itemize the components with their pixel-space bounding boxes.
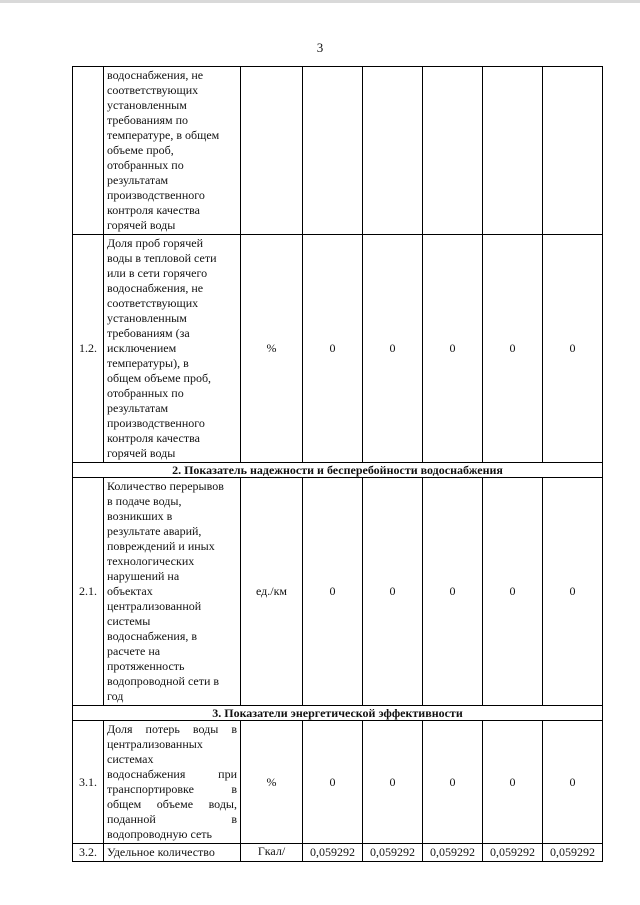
value-cell: 0 <box>543 721 603 844</box>
indicator-name-line: производственного <box>107 416 205 430</box>
indicator-name-line: воды в тепловой сети <box>107 251 217 265</box>
indicator-name-line: расчете на <box>107 644 161 658</box>
indicator-name-line: температуры), в <box>107 356 189 370</box>
table-row <box>73 67 603 235</box>
value-cell: 0,059292 <box>303 844 363 862</box>
indicator-name-line: год <box>107 689 124 703</box>
section-row <box>73 706 603 721</box>
indicator-name-line: Доля потерь воды в <box>107 722 237 736</box>
unit-cell: % <box>241 721 303 844</box>
value-cell: 0,059292 <box>483 844 543 862</box>
indicator-name-line: повреждений и иных <box>107 539 215 553</box>
indicator-name-line: требованиям (за <box>107 326 190 340</box>
unit-cell <box>241 67 303 235</box>
indicator-name-line: Удельное количество <box>107 845 215 859</box>
row-number: 3.1. <box>73 721 104 844</box>
value-cell: 0 <box>483 478 543 706</box>
unit-cell: ед./км <box>241 478 303 706</box>
section-heading: 2. Показатель надежности и бесперебойности водоснабжения <box>73 463 603 478</box>
indicator-name-line: общем объеме проб, <box>107 371 212 385</box>
value-cell: 0,059292 <box>423 844 483 862</box>
indicator-name <box>104 478 241 706</box>
value-cell <box>303 67 363 235</box>
value-cell <box>423 67 483 235</box>
page-number: 3 <box>316 40 324 55</box>
value-cell: 0 <box>483 235 543 463</box>
indicator-name-line: в подаче воды, <box>107 494 182 508</box>
indicator-name-line: поданной в <box>107 812 237 826</box>
indicator-name-line: водопроводной сети в <box>107 674 220 688</box>
unit-cell: Гкал/ <box>241 844 303 862</box>
indicator-name-line: контроля качества <box>107 431 200 445</box>
indicator-name <box>104 235 241 463</box>
value-cell: 0 <box>363 721 423 844</box>
value-cell: 0 <box>303 478 363 706</box>
indicators-table <box>72 66 603 862</box>
indicator-name-line: или в сети горячего <box>107 266 208 280</box>
value-cell: 0 <box>543 478 603 706</box>
value-cell <box>483 67 543 235</box>
table-row <box>73 478 603 706</box>
indicator-name <box>104 721 241 844</box>
indicator-name-line: водоснабжения при <box>107 767 237 781</box>
table-row <box>73 721 603 844</box>
value-cell <box>543 67 603 235</box>
table-body <box>73 67 603 862</box>
table-row <box>73 844 603 862</box>
indicator-name-line: централизованной <box>107 599 202 613</box>
indicator-name-line: водоснабжения, не <box>107 68 204 82</box>
value-cell: 0 <box>363 235 423 463</box>
indicator-name-line: результатам <box>107 173 169 187</box>
indicator-name-line: водопроводную сеть <box>107 827 213 841</box>
indicator-name-line: объектах <box>107 584 153 598</box>
indicator-name-line: требованиям по <box>107 113 189 127</box>
table-row <box>73 235 603 463</box>
indicator-name-line: нарушений на <box>107 569 180 583</box>
row-number: 2.1. <box>73 478 104 706</box>
value-cell <box>363 67 423 235</box>
indicator-name-line: установленным <box>107 98 187 112</box>
indicator-name-line: горячей воды <box>107 218 176 232</box>
indicator-name-line: транспортировке в <box>107 782 237 796</box>
indicator-name-line: водоснабжения, не <box>107 281 204 295</box>
scan-edge <box>0 0 640 3</box>
unit-cell: % <box>241 235 303 463</box>
indicator-name-line: технологических <box>107 554 195 568</box>
indicator-name <box>104 67 241 235</box>
value-cell: 0 <box>363 478 423 706</box>
indicator-name <box>104 844 241 862</box>
indicator-name-line: отобранных по <box>107 386 184 400</box>
indicator-name-line: результате аварий, <box>107 524 202 538</box>
section-heading: 3. Показатели энергетической эффективности <box>73 706 603 721</box>
indicator-name-line: системы <box>107 614 151 628</box>
row-number <box>73 67 104 235</box>
value-cell: 0,059292 <box>543 844 603 862</box>
indicator-name-line: горячей воды <box>107 446 176 460</box>
value-cell: 0 <box>303 235 363 463</box>
value-cell: 0 <box>423 235 483 463</box>
row-number: 1.2. <box>73 235 104 463</box>
indicator-name-line: установленным <box>107 311 187 325</box>
value-cell: 0 <box>423 478 483 706</box>
indicator-name-line: соответствующих <box>107 83 199 97</box>
value-cell: 0 <box>423 721 483 844</box>
indicator-name-line: исключением <box>107 341 177 355</box>
indicator-name-line: возникших в <box>107 509 173 523</box>
value-cell: 0,059292 <box>363 844 423 862</box>
value-cell: 0 <box>543 235 603 463</box>
indicator-name-line: контроля качества <box>107 203 200 217</box>
row-number: 3.2. <box>73 844 104 862</box>
indicator-name-line: производственного <box>107 188 205 202</box>
value-cell: 0 <box>483 721 543 844</box>
indicator-name-line: результатам <box>107 401 169 415</box>
indicator-name-line: отобранных по <box>107 158 184 172</box>
indicator-name-line: протяженность <box>107 659 185 673</box>
indicator-name-line: централизованных <box>107 737 203 751</box>
value-cell: 0 <box>303 721 363 844</box>
indicator-name-line: общем объеме воды, <box>107 797 237 811</box>
indicator-name-line: Количество перерывов <box>107 479 224 493</box>
section-row <box>73 463 603 478</box>
indicator-name-line: Доля проб горячей <box>107 236 203 250</box>
indicator-name-line: соответствующих <box>107 296 199 310</box>
indicator-name-line: системах <box>107 752 154 766</box>
indicator-name-line: водоснабжения, в <box>107 629 198 643</box>
indicator-name-line: температуре, в общем <box>107 128 220 142</box>
indicator-name-line: объеме проб, <box>107 143 174 157</box>
